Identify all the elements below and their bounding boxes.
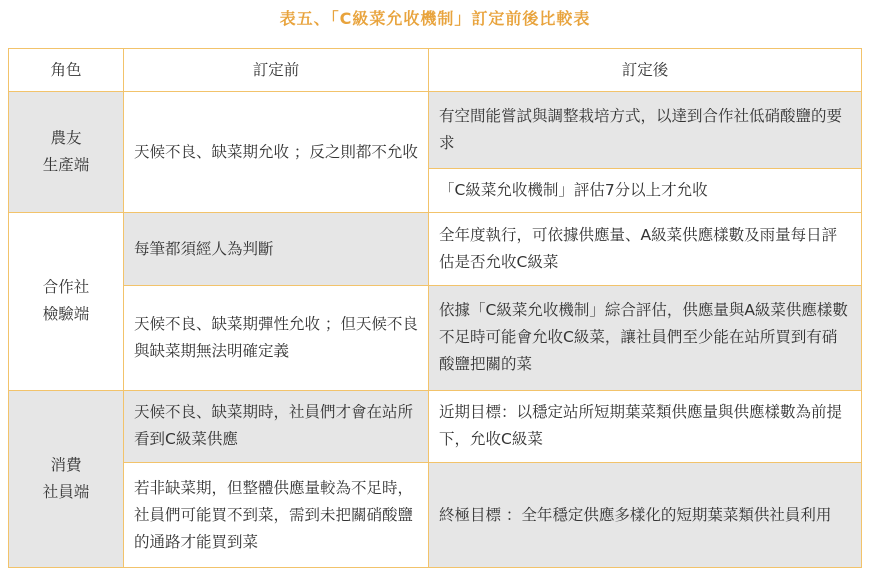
role-cell-consumer: [9, 390, 124, 567]
table-row: [9, 92, 862, 169]
before-cell: 天候不良、缺菜期時，社員們才會在站所看到C級菜供應: [124, 390, 429, 463]
role-label: 合作社: [42, 278, 90, 297]
table-caption: 表五、「C級菜允收機制」訂定前後比較表: [279, 9, 591, 28]
role-label: 消費: [50, 455, 82, 474]
after-cell: 終極目標 ：全年穩定供應多樣化的短期葉菜類供社員利用: [429, 463, 862, 568]
before-cell: 天候不良、缺菜期允收 ；反之則都不允收: [124, 92, 429, 213]
role-label: 社員端: [42, 482, 90, 501]
header-after: 訂定後: [429, 49, 862, 92]
before-cell: 天候不良、缺菜期彈性允收 ；但天候不良與缺菜期無法明確定義: [124, 285, 429, 390]
table-row: [9, 390, 862, 463]
after-cell: 「C級菜允收機制」評估7分以上才允收: [429, 168, 862, 212]
after-cell: 依據「C級菜允收機制」綜合評估，供應量與A級菜供應樣數不足時可能會允收C級菜，讓社員們至少能在站所買到有硝酸鹽把關的菜: [429, 285, 862, 390]
after-cell: 全年度執行，可依據供應量、A級菜供應樣數及雨量每日評估是否允收C級菜: [429, 213, 862, 286]
header-role: 角色: [9, 49, 124, 92]
table-row: [9, 285, 862, 390]
after-cell: 近期目標：以穩定站所短期葉菜類供應量與供應樣數為前提下，允收C級菜: [429, 390, 862, 463]
header-before: 訂定前: [124, 49, 429, 92]
after-cell: 有空間能嘗試與調整栽培方式，以達到合作社低硝酸鹽的要求: [429, 92, 862, 169]
role-cell-coop: [9, 213, 124, 390]
role-label: 農友: [50, 129, 82, 148]
comparison-table: [8, 48, 862, 568]
table-row: [9, 213, 862, 286]
role-cell-farmer: [9, 92, 124, 213]
table-row: [9, 463, 862, 568]
before-cell: 每筆都須經人為判斷: [124, 213, 429, 286]
role-label: 檢驗端: [42, 305, 90, 324]
header-row: [9, 49, 862, 92]
role-label: 生產端: [42, 156, 90, 175]
before-cell: 若非缺菜期，但整體供應量較為不足時，社員們可能買不到菜，需到未把關硝酸鹽的通路才能買到菜: [124, 463, 429, 568]
